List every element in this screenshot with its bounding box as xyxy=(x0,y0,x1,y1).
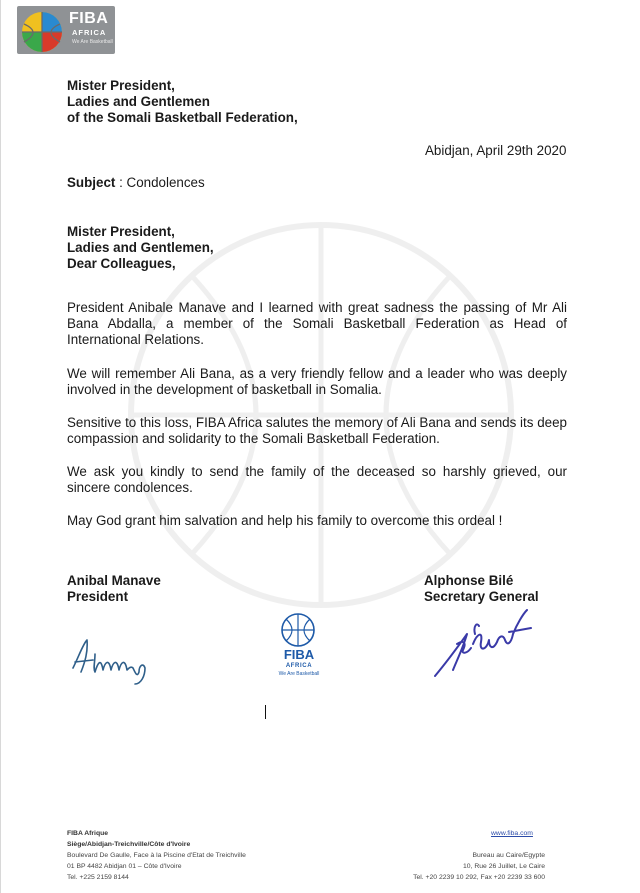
body-paragraph-4: We ask you kindly to send the family of the deceased so harshly grieved, our sincere condolences. xyxy=(67,464,567,495)
addressee-line-2: Ladies and Gentlemen xyxy=(67,94,210,109)
place-date: Abidjan, April 29th 2020 xyxy=(425,143,567,158)
logo-tagline-text: We Are Basketball xyxy=(72,39,113,45)
logo-brand-text: FIBA xyxy=(69,10,109,27)
footer-phone-left: Tel. +225 2159 8144 xyxy=(67,874,129,881)
stamp-ball-icon xyxy=(280,612,316,648)
stamp-brand-text: FIBA xyxy=(283,647,315,662)
subject-label: Subject xyxy=(67,175,116,190)
addressee-line-1: Mister President, xyxy=(67,78,175,93)
text-cursor xyxy=(265,705,266,719)
body-paragraph-5: May God grant him salvation and help his family to overcome this ordeal ! xyxy=(67,513,503,528)
footer-address-line: Boulevard De Gaulle, Face à la Piscine d'Etat de Treichville xyxy=(67,852,246,859)
signatory-2-title: Secretary General xyxy=(424,589,539,604)
subject-line xyxy=(67,175,205,191)
stamp-tagline-text: We Are Basketball xyxy=(278,671,320,677)
footer-hq-line: Siège/Abidjan-Treichville/Côte d'Ivoire xyxy=(67,841,191,848)
salutation-line-3: Dear Colleagues, xyxy=(67,256,176,271)
fiba-africa-stamp xyxy=(273,612,325,686)
logo-region-text: AFRICA xyxy=(72,28,107,37)
subject-text: : Condolences xyxy=(115,175,205,190)
body-paragraph-1: President Anibale Manave and I learned with great sadness the passing of Mr Ali Bana Abdalla, a member of the Somali Basketball Federation as Head of International Relations. xyxy=(67,300,567,347)
body-paragraph-3: Sensitive to this loss, FIBA Africa salutes the memory of Ali Bana and sends its deep compassion and solidarity to the Somali Basketball Federation. xyxy=(67,415,567,446)
addressee-line-3: of the Somali Basketball Federation, xyxy=(67,110,298,125)
secretary-general-signature xyxy=(427,604,539,684)
footer-po-box: 01 BP 4482 Abidjan 01 – Côte d'Ivoire xyxy=(67,863,182,870)
fiba-africa-logo xyxy=(17,6,115,54)
stamp-region-text: AFRICA xyxy=(285,663,313,669)
footer-phone-right: Tel. +20 2239 10 292, Fax +20 2239 33 600 xyxy=(413,874,545,881)
colored-ball-icon xyxy=(20,10,64,54)
salutation-line-1: Mister President, xyxy=(67,224,175,239)
signatory-1-title: President xyxy=(67,589,129,604)
president-signature xyxy=(65,628,155,688)
footer-cairo-office: Bureau au Caire/Egypte xyxy=(472,852,545,859)
footer-website-link[interactable]: www.fiba.com xyxy=(491,830,533,837)
signatory-1-name: Anibal Manave xyxy=(67,573,161,588)
salutation-line-2: Ladies and Gentlemen, xyxy=(67,240,214,255)
footer-org-name: FIBA Afrique xyxy=(67,830,109,837)
body-paragraph-2: We will remember Ali Bana, as a very friendly fellow and a leader who was deeply involved in the development of basketball in Somalia. xyxy=(67,366,567,397)
footer-cairo-address: 10, Rue 26 Juillet, Le Caire xyxy=(463,863,545,870)
signatory-2-name: Alphonse Bilé xyxy=(424,573,514,588)
